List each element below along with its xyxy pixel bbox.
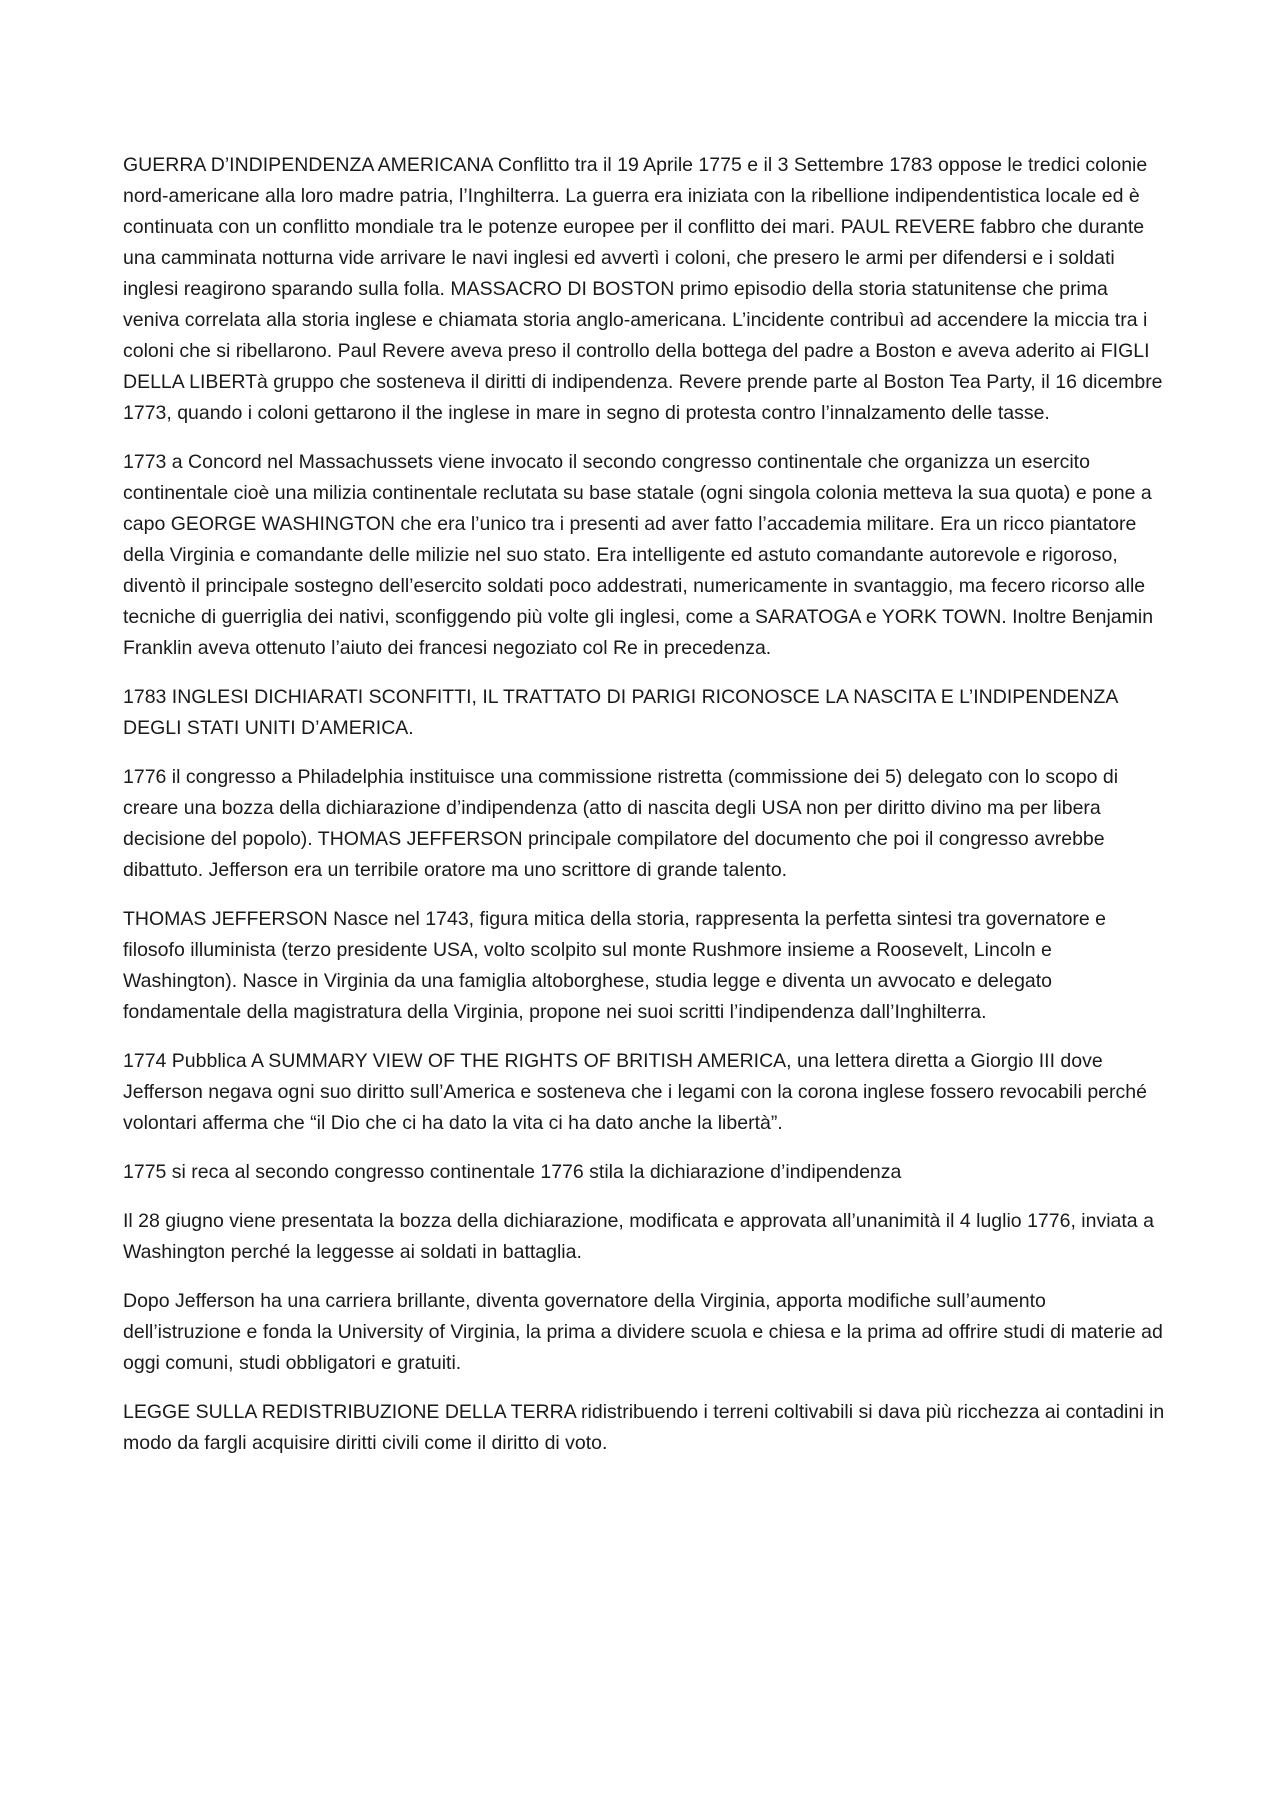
paragraph-6: 1774 Pubblica A SUMMARY VIEW OF THE RIGHTS OF BRITISH AMERICA, una lettera diretta a Giorgio III dove Jefferson negava ogni suo diritto sull’America e sosteneva che i legami con la corona inglese fossero revocabili perché volontari afferma che “il Dio che ci ha dato la vita ci ha dato anche la libertà”. <box>123 1050 1147 1134</box>
paragraph-8: Il 28 giugno viene presentata la bozza della dichiarazione, modificata e approvata all’unanimità il 4 luglio 1776, inviata a Washington perché la leggesse ai soldati in battaglia. <box>123 1210 1154 1263</box>
paragraph-9: Dopo Jefferson ha una carriera brillante, diventa governatore della Virginia, apporta modifiche sull’aumento dell’istruzione e fonda la University of Virginia, la prima a dividere scuola e chiesa e la prima ad offrire studi di materie ad oggi comuni, studi obbligatori e gratuiti. <box>123 1290 1163 1374</box>
paragraph-4: 1776 il congresso a Philadelphia instituisce una commissione ristretta (commissione dei 5) delegato con lo scopo di creare una bozza della dichiarazione d’indipendenza (atto di nascita degli USA non per diritto divino ma per libera decisione del popolo). THOMAS JEFFERSON principale compilatore del documento che poi il congresso avrebbe dibattuto. Jefferson era un terribile oratore ma uno scrittore di grande talento. <box>123 766 1119 881</box>
paragraph-10: LEGGE SULLA REDISTRIBUZIONE DELLA TERRA ridistribuendo i terreni coltivabili si dava più ricchezza ai contadini in modo da fargli acquisire diritti civili come il diritto di voto. <box>123 1401 1165 1454</box>
paragraph-3: 1783 INGLESI DICHIARATI SCONFITTI, IL TRATTATO DI PARIGI RICONOSCE LA NASCITA E L’INDIPENDENZA DEGLI STATI UNITI D’AMERICA. <box>123 686 1118 739</box>
paragraph-5: THOMAS JEFFERSON Nasce nel 1743, figura mitica della storia, rappresenta la perfetta sintesi tra governatore e filosofo illuminista (terzo presidente USA, volto scolpito sul monte Rushmore insieme a Roosevelt, Lincoln e Washington). Nasce in Virginia da una famiglia altoborghese, studia legge e diventa un avvocato e delegato fondamentale della magistratura della Virginia, propone nei suoi scritti l’indipendenza dall’Inghilterra. <box>123 908 1107 1023</box>
paragraph-7: 1775 si reca al secondo congresso continentale 1776 stila la dichiarazione d’indipendenza <box>123 1161 902 1183</box>
paragraph-2: 1773 a Concord nel Massachussets viene invocato il secondo congresso continentale che organizza un esercito continentale cioè una milizia continentale reclutata su base statale (ogni singola colonia metteva la sua quota) e pone a capo GEORGE WASHINGTON che era l’unico tra i presenti ad aver fatto l’accademia militare. Era un ricco piantatore della Virginia e comandante delle milizie nel suo stato. Era intelligente ed astuto comandante autorevole e rigoroso, diventò il principale sostegno dell’esercito soldati poco addestrati, numericamente in svantaggio, ma fecero ricorso alle tecniche di guerriglia dei nativi, sconfiggendo più volte gli inglesi, come a SARATOGA e YORK TOWN. Inoltre Benjamin Franklin aveva ottenuto l’aiuto dei francesi negoziato col Re in precedenza. <box>123 451 1154 659</box>
document-body <box>123 150 1168 1477</box>
paragraph-1: GUERRA D’INDIPENDENZA AMERICANA Conflitto tra il 19 Aprile 1775 e il 3 Settembre 1783 oppose le tredici colonie nord-americane alla loro madre patria, l’Inghilterra. La guerra era iniziata con la ribellione indipendentistica locale ed è continuata con un conflitto mondiale tra le potenze europee per il conflitto dei mari. PAUL REVERE fabbro che durante una camminata notturna vide arrivare le navi inglesi ed avvertì i coloni, che presero le armi per difendersi e i soldati inglesi reagirono sparando sulla folla. MASSACRO DI BOSTON primo episodio della storia statunitense che prima veniva correlata alla storia inglese e chiamata storia anglo-americana. L’incidente contribuì ad accendere la miccia tra i coloni che si ribellarono. Paul Revere aveva preso il controllo della bottega del padre a Boston e aveva aderito ai FIGLI DELLA LIBERTà gruppo che sosteneva il diritti di indipendenza. Revere prende parte al Boston Tea Party, il 16 dicembre 1773, quando i coloni gettarono il the inglese in mare in segno di protesta contro l’innalzamento delle tasse. <box>123 154 1163 424</box>
